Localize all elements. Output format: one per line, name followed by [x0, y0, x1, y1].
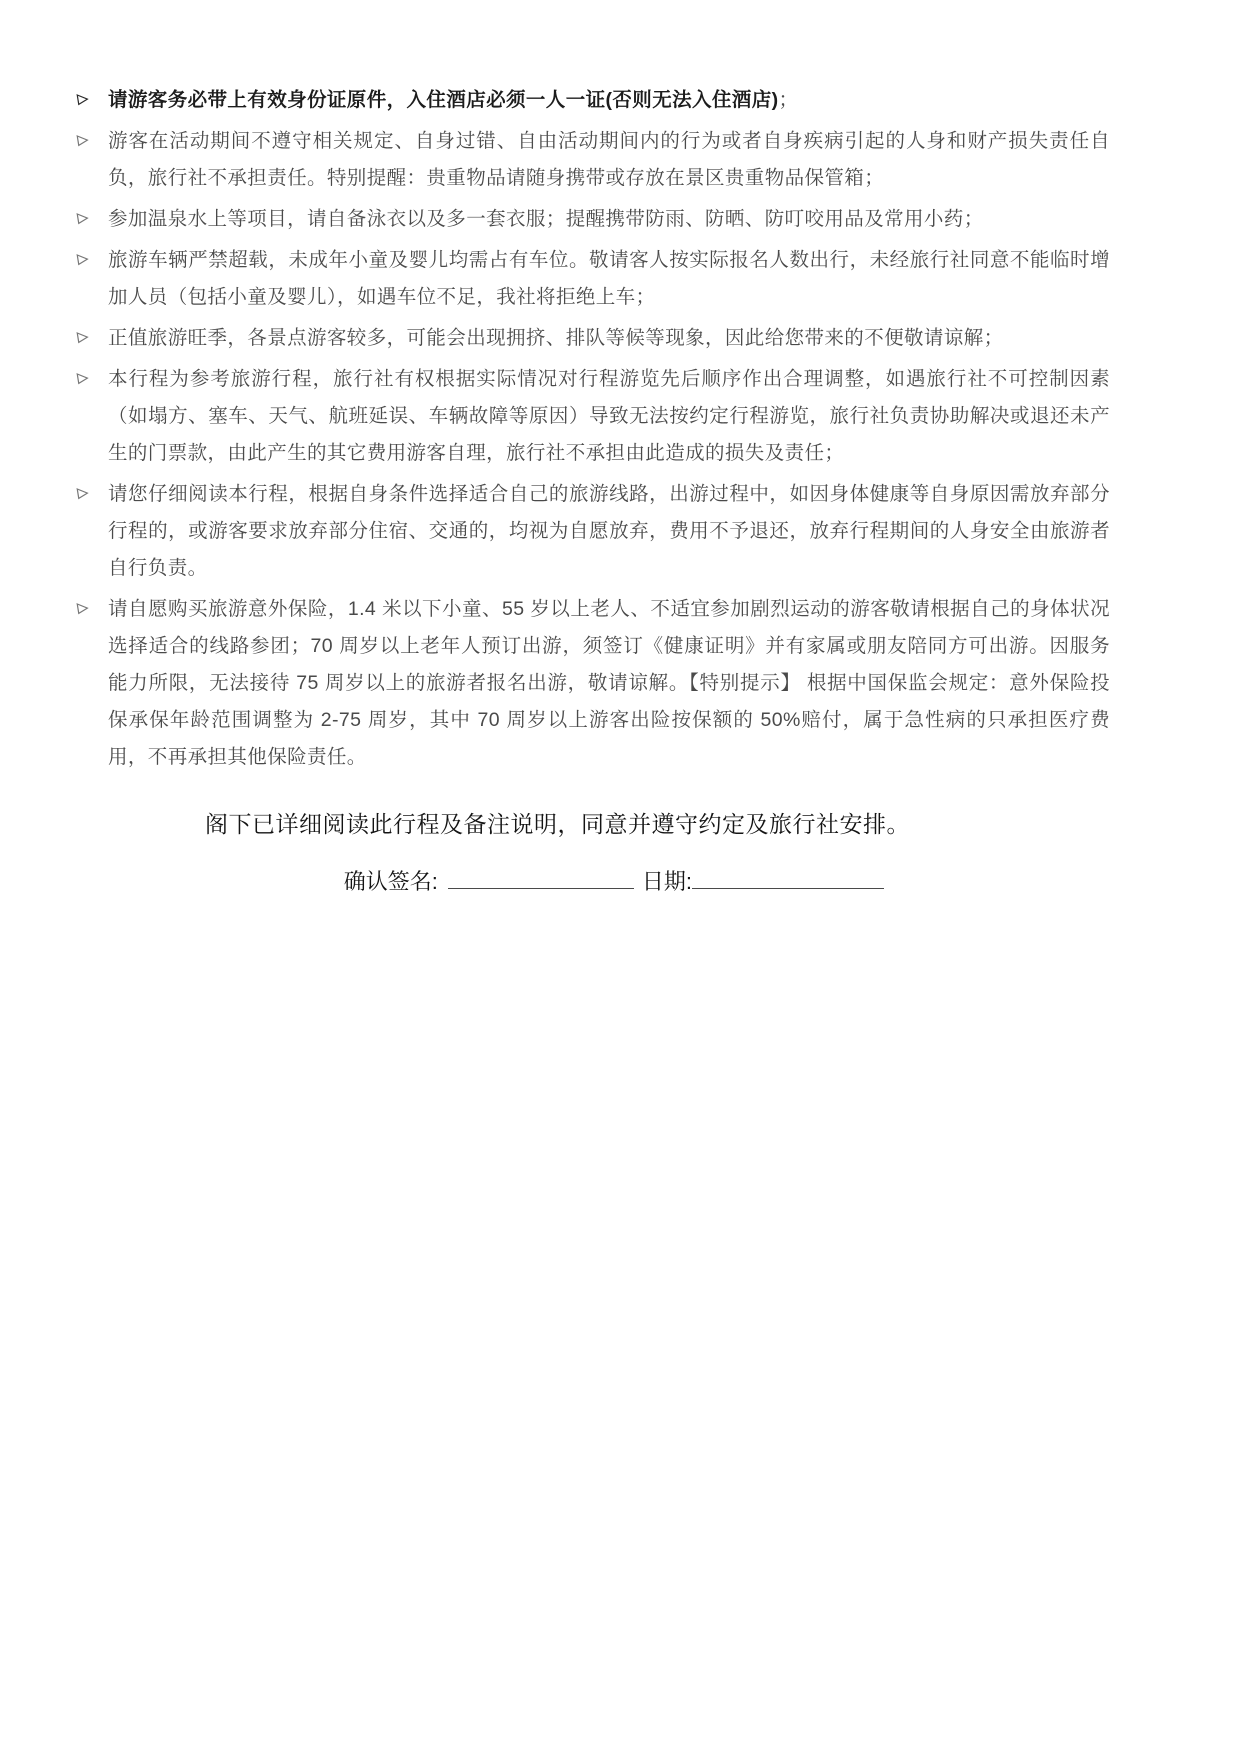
list-item	[75, 320, 1110, 357]
arrow-bullet-icon	[75, 320, 108, 345]
bullet-text: 参加温泉水上等项目，请自备泳衣以及多一套衣服；提醒携带防雨、防晒、防叮咬用品及常用小药；	[108, 208, 984, 230]
bullet-text: 正值旅游旺季，各景点游客较多，可能会出现拥挤、排队等候等现象，因此给您带来的不便敬请谅解；	[108, 327, 1004, 349]
arrow-bullet-icon	[75, 591, 108, 616]
arrow-bullet-icon	[75, 361, 108, 386]
list-item	[75, 123, 1110, 197]
arrow-bullet-icon	[75, 123, 108, 148]
arrow-bullet-icon	[75, 82, 108, 107]
bullet-text: 本行程为参考旅游行程，旅行社有权根据实际情况对行程游览先后顺序作出合理调整，如遇旅行社不可控制因素（如塌方、塞车、天气、航班延误、车辆故障等原因）导致无法按约定行程游览，旅行社负责协助解决或退还未产生的门票款，由此产生的其它费用游客自理，旅行社不承担由此造成的损失及责任；	[108, 368, 1110, 464]
bullet-text: 请您仔细阅读本行程，根据自身条件选择适合自己的旅游线路，出游过程中，如因身体健康等自身原因需放弃部分行程的，或游客要求放弃部分住宿、交通的，均视为自愿放弃，费用不予退还，放弃行程期间的人身安全由旅游者自行负责。	[108, 483, 1110, 579]
list-item	[75, 591, 1110, 776]
confirmation-statement: 阁下已详细阅读此行程及备注说明，同意并遵守约定及旅行社安排。	[205, 811, 910, 837]
list-item	[75, 82, 1110, 119]
bullet-text-tail: ；	[778, 89, 799, 111]
signature-blank	[448, 866, 634, 889]
list-item	[75, 361, 1110, 472]
confirm-signature-label: 确认签名:	[343, 869, 438, 894]
list-item	[75, 476, 1110, 587]
list-item	[75, 242, 1110, 316]
bullet-text: 旅游车辆严禁超载，未成年小童及婴儿均需占有车位。敬请客人按实际报名人数出行，未经旅行社同意不能临时增加人员（包括小童及婴儿），如遇车位不足，我社将拒绝上车；	[108, 249, 1110, 308]
bullet-text: 请游客务必带上有效身份证原件，入住酒店必须一人一证(否则无法入住酒店)	[108, 89, 779, 111]
signature-row	[344, 865, 884, 896]
bullet-text: 游客在活动期间不遵守相关规定、自身过错、自由活动期间内的行为或者自身疾病引起的人身和财产损失责任自负，旅行社不承担责任。特别提醒：贵重物品请随身携带或存放在景区贵重物品保管箱；	[108, 130, 1110, 189]
list-item	[75, 201, 1110, 238]
date-label: 日期:	[641, 869, 692, 894]
date-blank	[692, 866, 884, 889]
arrow-bullet-icon	[75, 476, 108, 501]
arrow-bullet-icon	[75, 242, 108, 267]
notice-list	[75, 82, 1110, 776]
bullet-text: 请自愿购买旅游意外保险，1.4 米以下小童、55 岁以上老人、不适宜参加剧烈运动的游客敬请根据自己的身体状况选择适合的线路参团；70 周岁以上老年人预订出游，须签订《健康证明》并有家属或朋友陪同方可出游。因服务能力所限，无法接待 75 周岁以上的旅游者报名出游，敬请谅解。【特别提示】 根据中国保监会规定：意外保险投保承保年龄范围调整为 2-75 周岁，其中 70 周岁以上游客出险按保额的 50%赔付，属于急性病的只承担医疗费用，不再承担其他保险责任。	[108, 598, 1110, 768]
arrow-bullet-icon	[75, 201, 108, 226]
